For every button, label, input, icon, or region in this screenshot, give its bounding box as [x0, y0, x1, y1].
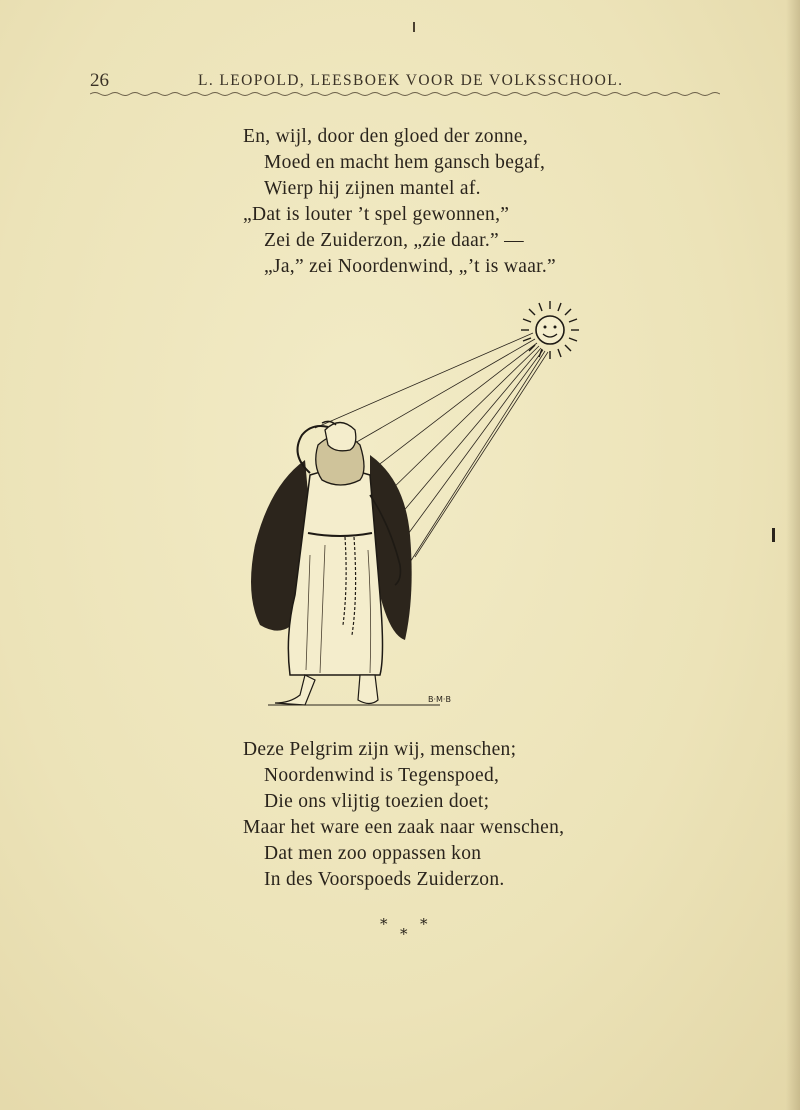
verse-line: Die ons vlijtig toezien doet; — [264, 791, 490, 812]
asterisk: * — [420, 915, 428, 933]
verse-line: In des Voorspoeds Zuiderzon. — [264, 869, 505, 890]
verse-line: „Ja,” zei Noordenwind, „’t is waar.” — [264, 256, 556, 277]
verse-line: Wierp hij zijnen mantel af. — [264, 178, 481, 199]
verse-line: Deze Pelgrim zijn wij, menschen; — [243, 739, 517, 760]
verse-line: Dat men zoo oppassen kon — [264, 843, 482, 864]
verse-line: Noordenwind is Tegenspoed, — [264, 765, 500, 786]
verse-line: En, wijl, door den gloed der zonne, — [243, 126, 529, 147]
sun-icon — [521, 301, 579, 359]
verse-line: Moed en macht hem gansch begaf, — [264, 152, 546, 173]
margin-mark — [413, 22, 415, 32]
page-number: 26 — [90, 70, 109, 91]
pilgrim-figure — [251, 421, 440, 705]
asterisk: * — [380, 915, 388, 933]
verse-line: Zei de Zuiderzon, „zie daar.” — — [264, 230, 524, 251]
header-rule — [90, 91, 720, 97]
margin-mark — [772, 528, 775, 542]
running-head: L. LEOPOLD, LEESBOEK VOOR DE VOLKSSCHOOL. — [198, 72, 624, 89]
verse-line: „Dat is louter ’t spel gewonnen,” — [243, 204, 510, 225]
pilgrim-illustration — [230, 295, 590, 725]
asterism — [370, 915, 440, 945]
verse-line: Maar het ware een zaak naar wenschen, — [243, 817, 565, 838]
illustrator-signature: B·M·B — [428, 695, 451, 704]
asterisk: * — [400, 925, 408, 943]
